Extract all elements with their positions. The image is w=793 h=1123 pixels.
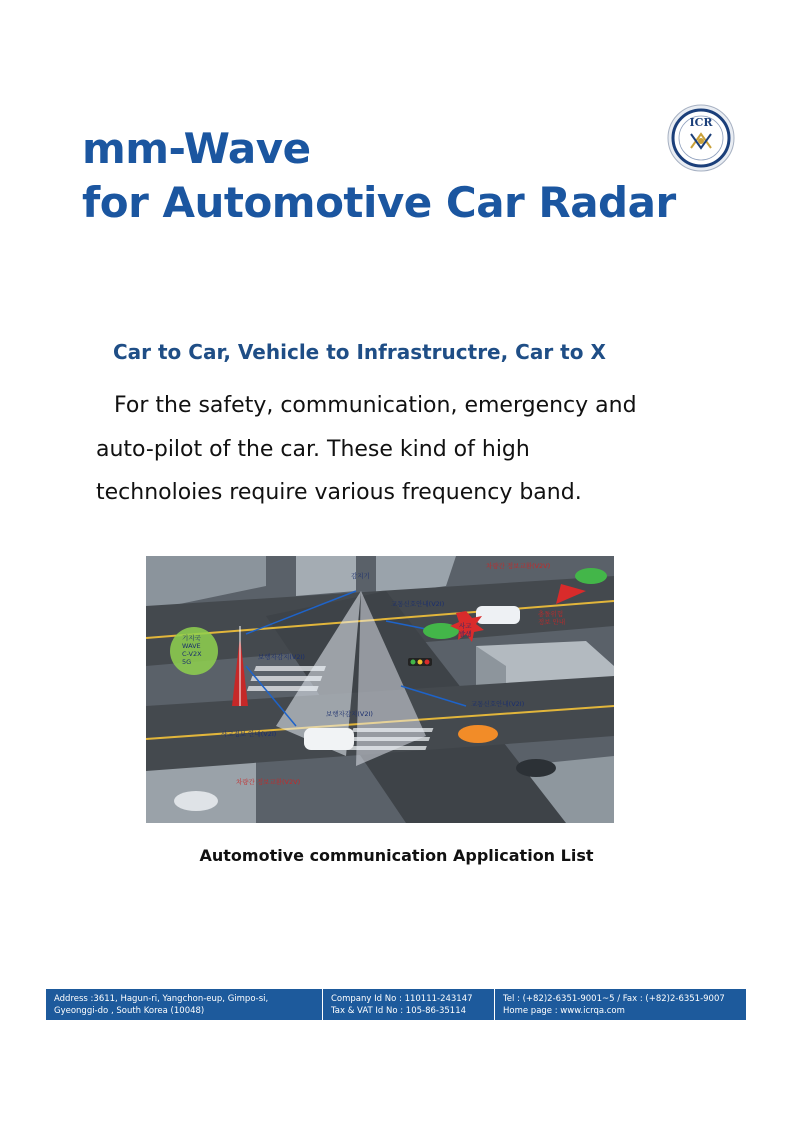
- figure-caption: Automotive communication Application List: [199, 846, 594, 865]
- page-title: [82, 122, 676, 230]
- footer-company-id: Company Id No : 110111-243147: [331, 994, 473, 1004]
- footer-tax-id: Tax & VAT Id No : 105-86-35114: [331, 1006, 467, 1016]
- footer-bar: [46, 989, 746, 1020]
- label-v2v-bottom: 차량간 정보교환(V2V): [236, 778, 301, 786]
- title-line-2: for Automotive Car Radar: [82, 178, 676, 227]
- label-v2v-top: 차량간 정보교환(V2V): [486, 562, 551, 570]
- label-collision: 충돌위험 정보 안내: [538, 610, 566, 626]
- v2x-illustration: [146, 556, 614, 823]
- title-line-1: mm-Wave: [82, 124, 311, 173]
- label-accident-info: 사고정보 안내(V2I): [221, 730, 277, 738]
- footer-address-line-2: Gyeonggi-do , South Korea (10048): [54, 1006, 205, 1016]
- section-subtitle: Car to Car, Vehicle to Infrastructre, Car to X: [113, 340, 606, 364]
- body-paragraph: For the safety, communication, emergency and auto-pilot of the car. These kind of high technoloies require various frequency band.: [96, 393, 637, 505]
- footer-homepage[interactable]: Home page : www.icrqa.com: [503, 1006, 625, 1016]
- icr-seal-icon: [667, 104, 735, 172]
- label-pedestrian-2: 보행자감지(V2I): [326, 710, 373, 718]
- footer-tel-fax: Tel : (+82)2-6351-9001~5 / Fax : (+82)2-6351-9007: [503, 994, 725, 1004]
- label-traffic-signal-top: 교통신호안내(V2I): [391, 600, 445, 608]
- label-traffic-signal-right: 교통신호안내(V2I): [471, 700, 525, 708]
- footer-ids: [322, 989, 494, 1020]
- footer-address: [46, 989, 322, 1020]
- label-base-station: 기지국 WAVE C-V2X 5G: [182, 634, 202, 666]
- label-pedestrian-1: 보행자감지(V2I): [258, 653, 305, 661]
- footer-address-line-1: Address :3611, Hagun-ri, Yangchon-eup, Gimpo-si,: [54, 994, 269, 1004]
- footer-contact: [494, 989, 746, 1020]
- label-accident: 사고 발생: [459, 622, 472, 638]
- logo-text: ICR: [689, 116, 713, 129]
- label-sensor: 감지기: [351, 572, 370, 580]
